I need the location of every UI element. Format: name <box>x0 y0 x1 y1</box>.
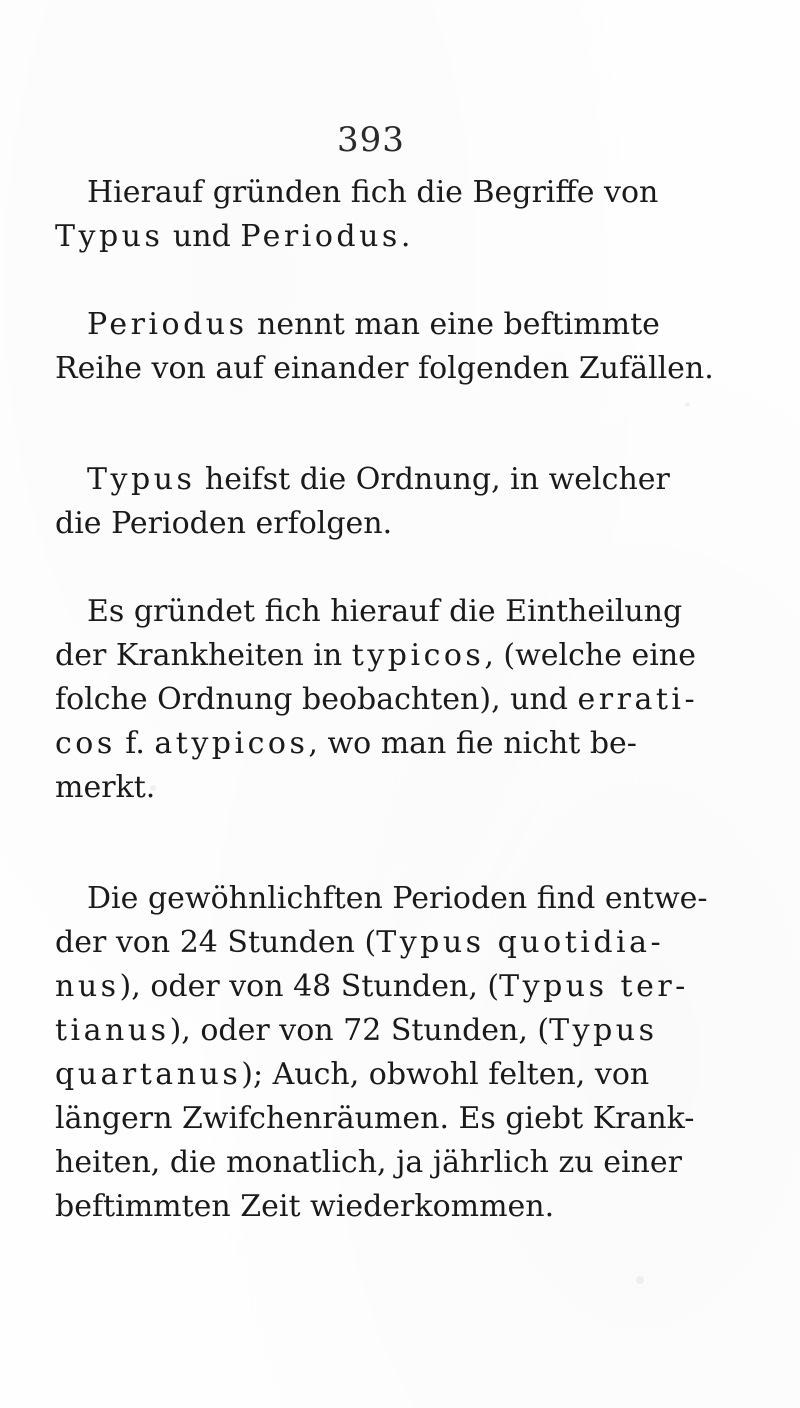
text-line: merkt. <box>55 770 156 805</box>
page-number: 393 <box>337 120 405 160</box>
spaced-term: Periodus <box>240 219 401 254</box>
text-line <box>55 1009 658 1053</box>
spaced-term: typicos <box>351 638 485 673</box>
spaced-term: Typus ter- <box>499 969 689 1004</box>
text-run: . <box>400 219 411 254</box>
text-line: Hierauf gründen fich die Begriffe von <box>87 175 659 210</box>
text-run: ); Auch, obwohl felten, von <box>241 1057 650 1092</box>
text-line: beftimmten Zeit wiederkommen. <box>55 1189 555 1224</box>
text-run: und <box>163 219 241 254</box>
text-line: Es gründet fich hierauf die Eintheilung <box>87 594 683 629</box>
paper-speck <box>685 402 690 407</box>
spaced-term: Periodus <box>87 307 248 342</box>
text-line <box>55 634 696 678</box>
text-run: der Krankheiten in <box>55 638 352 673</box>
paper-speck <box>636 1276 644 1284</box>
spaced-term: tianus <box>55 1013 170 1048</box>
text-run: der von 24 Stunden ( <box>55 925 377 960</box>
text-line <box>87 303 660 347</box>
spaced-term: Typus quotidia- <box>376 925 665 960</box>
spaced-term: quartanus <box>55 1057 242 1092</box>
paper-speck <box>150 785 156 791</box>
text-line <box>55 965 689 1009</box>
spaced-term: Typus <box>55 219 164 254</box>
text-line <box>55 678 698 722</box>
spaced-term: cos <box>55 726 116 761</box>
spaced-term: errati- <box>577 682 699 717</box>
text-line <box>55 1053 649 1097</box>
text-run: folche Ordnung beobachten), und <box>55 682 578 717</box>
text-run: ), oder von 48 Stunden, ( <box>119 969 500 1004</box>
text-run: nennt man eine beftimmte <box>247 307 660 342</box>
text-run: , (welche eine <box>484 638 696 673</box>
text-run: f. <box>115 726 155 761</box>
spaced-term: Typus <box>87 462 196 497</box>
text-line <box>55 215 410 259</box>
spaced-term: nus <box>55 969 120 1004</box>
text-run: ), oder von 72 Stunden, ( <box>169 1013 550 1048</box>
text-line: die Perioden erfolgen. <box>55 506 393 541</box>
text-line <box>55 921 664 965</box>
spaced-term: Typus <box>549 1013 658 1048</box>
text-line: längern Zwifchenräumen. Es giebt Krank- <box>55 1101 695 1136</box>
text-run: , wo man fie nicht be- <box>308 726 637 761</box>
text-run: heifst die Ordnung, in welcher <box>195 462 670 497</box>
text-line <box>87 458 670 502</box>
text-line: Die gewöhnlichften Perioden find entwe- <box>87 881 708 916</box>
spaced-term: atypicos <box>154 726 309 761</box>
text-line: Reihe von auf einander folgenden Zufällen. <box>55 351 714 386</box>
text-line <box>55 722 637 766</box>
text-line: heiten, die monatlich, ja jährlich zu einer <box>55 1145 682 1180</box>
